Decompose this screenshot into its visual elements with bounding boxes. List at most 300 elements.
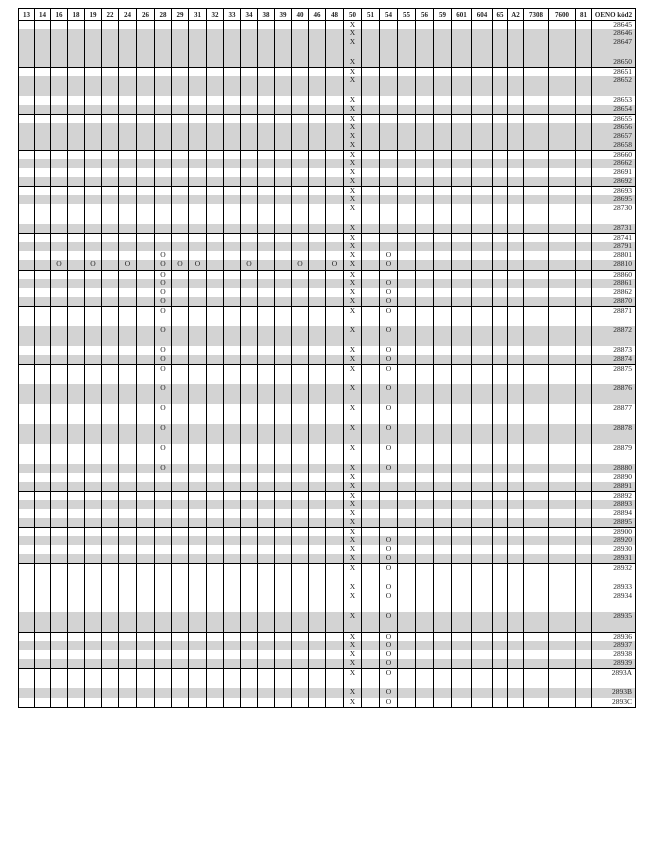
mark-cell <box>452 536 472 545</box>
mark-cell <box>275 346 292 355</box>
mark-cell <box>224 688 241 698</box>
mark-cell <box>19 518 35 527</box>
mark-cell <box>35 527 51 536</box>
mark-cell <box>275 509 292 518</box>
mark-cell <box>398 186 416 195</box>
mark-cell <box>362 141 380 150</box>
mark-cell <box>576 688 592 698</box>
mark-cell <box>258 186 275 195</box>
mark-cell <box>51 424 68 444</box>
mark-cell <box>189 509 207 518</box>
mark-cell <box>258 251 275 260</box>
mark-cell <box>362 132 380 141</box>
column-header: 13 <box>19 9 35 21</box>
mark-cell <box>241 58 258 67</box>
mark-cell <box>292 38 309 58</box>
mark-cell <box>68 168 85 177</box>
mark-cell <box>549 509 576 518</box>
mark-cell <box>189 583 207 592</box>
mark-cell <box>493 698 508 707</box>
mark-cell <box>241 29 258 38</box>
mark-cell <box>224 583 241 592</box>
mark-cell <box>326 326 344 346</box>
mark-cell <box>508 186 524 195</box>
mark-cell <box>416 159 434 168</box>
mark-cell <box>452 592 472 612</box>
mark-cell: O <box>241 260 258 270</box>
mark-cell <box>275 688 292 698</box>
mark-cell <box>416 186 434 195</box>
oeno-code-cell: 28692 <box>592 177 636 186</box>
mark-cell <box>576 76 592 96</box>
mark-cell <box>224 650 241 659</box>
mark-cell <box>380 76 398 96</box>
mark-cell <box>434 186 452 195</box>
mark-cell <box>309 279 326 288</box>
oeno-code-cell: 28860 <box>592 270 636 279</box>
mark-cell <box>472 233 493 242</box>
mark-cell <box>102 473 119 482</box>
mark-cell <box>119 306 137 326</box>
mark-cell <box>524 114 549 123</box>
mark-cell <box>275 491 292 500</box>
mark-cell <box>241 159 258 168</box>
mark-cell <box>119 491 137 500</box>
mark-cell <box>452 491 472 500</box>
mark-cell <box>380 195 398 204</box>
column-header: 7600 <box>549 9 576 21</box>
column-header: 29 <box>172 9 189 21</box>
mark-cell <box>398 279 416 288</box>
mark-cell <box>576 186 592 195</box>
mark-cell <box>524 105 549 114</box>
mark-cell <box>241 527 258 536</box>
mark-cell <box>275 29 292 38</box>
mark-cell <box>576 698 592 707</box>
mark-cell <box>207 632 224 641</box>
mark-cell <box>493 38 508 58</box>
mark-cell <box>362 536 380 545</box>
mark-cell <box>119 527 137 536</box>
mark-cell <box>416 518 434 527</box>
mark-cell <box>549 491 576 500</box>
mark-cell <box>524 279 549 288</box>
mark-cell <box>362 260 380 270</box>
mark-cell <box>137 297 155 306</box>
mark-cell <box>51 518 68 527</box>
mark-cell <box>35 177 51 186</box>
oeno-code-cell: 28810 <box>592 260 636 270</box>
mark-cell <box>434 641 452 650</box>
mark-cell <box>493 297 508 306</box>
mark-cell <box>576 168 592 177</box>
mark-cell <box>19 554 35 563</box>
table-row <box>19 58 636 67</box>
mark-cell <box>275 242 292 251</box>
mark-cell <box>416 688 434 698</box>
mark-cell <box>508 270 524 279</box>
mark-cell <box>309 641 326 650</box>
mark-cell <box>362 650 380 659</box>
mark-cell <box>35 659 51 668</box>
mark-cell <box>292 612 309 632</box>
mark-cell <box>119 159 137 168</box>
mark-cell <box>102 177 119 186</box>
mark-cell <box>68 105 85 114</box>
mark-cell <box>398 384 416 404</box>
oeno-code-cell: 28791 <box>592 242 636 251</box>
mark-cell <box>326 473 344 482</box>
oeno-code-cell: 28658 <box>592 141 636 150</box>
mark-cell <box>137 76 155 96</box>
mark-cell <box>68 242 85 251</box>
mark-cell <box>35 404 51 424</box>
mark-cell <box>119 688 137 698</box>
mark-cell <box>241 500 258 509</box>
mark-cell <box>508 260 524 270</box>
mark-cell <box>102 346 119 355</box>
mark-cell <box>472 326 493 346</box>
mark-cell <box>189 186 207 195</box>
mark-cell <box>224 424 241 444</box>
mark-cell <box>155 114 172 123</box>
mark-cell <box>493 132 508 141</box>
mark-cell <box>189 242 207 251</box>
mark-cell <box>35 270 51 279</box>
mark-cell <box>452 384 472 404</box>
mark-cell <box>493 346 508 355</box>
mark-cell <box>362 288 380 297</box>
mark-cell <box>172 21 189 30</box>
mark-cell <box>524 632 549 641</box>
mark-cell <box>416 260 434 270</box>
mark-cell <box>416 482 434 491</box>
mark-cell <box>275 527 292 536</box>
mark-cell <box>398 509 416 518</box>
mark-cell <box>309 177 326 186</box>
mark-cell <box>326 159 344 168</box>
mark-cell <box>189 270 207 279</box>
mark-cell <box>137 491 155 500</box>
mark-cell <box>549 38 576 58</box>
mark-cell <box>68 76 85 96</box>
mark-cell <box>241 233 258 242</box>
table-row <box>19 500 636 509</box>
mark-cell <box>493 224 508 233</box>
mark-cell <box>19 195 35 204</box>
mark-cell <box>452 518 472 527</box>
oeno-code-cell: 28801 <box>592 251 636 260</box>
mark-cell <box>275 612 292 632</box>
mark-cell <box>472 204 493 224</box>
oeno-code-cell: 28878 <box>592 424 636 444</box>
mark-cell <box>19 473 35 482</box>
mark-cell <box>508 563 524 583</box>
mark-cell <box>508 96 524 105</box>
mark-cell <box>51 270 68 279</box>
oeno-code-cell: 28873 <box>592 346 636 355</box>
mark-cell <box>189 96 207 105</box>
mark-cell <box>434 659 452 668</box>
column-header: 38 <box>258 9 275 21</box>
mark-cell: X <box>344 668 362 688</box>
mark-cell <box>309 668 326 688</box>
mark-cell <box>137 518 155 527</box>
mark-cell: O <box>380 384 398 404</box>
mark-cell <box>172 464 189 473</box>
mark-cell <box>434 260 452 270</box>
oeno-code-cell: 28893 <box>592 500 636 509</box>
mark-cell <box>51 177 68 186</box>
mark-cell <box>102 424 119 444</box>
mark-cell <box>380 473 398 482</box>
mark-cell <box>137 29 155 38</box>
mark-cell <box>35 364 51 384</box>
mark-cell <box>51 563 68 583</box>
mark-cell <box>524 251 549 260</box>
table-row <box>19 545 636 554</box>
mark-cell <box>224 500 241 509</box>
mark-cell <box>68 509 85 518</box>
mark-cell <box>224 150 241 159</box>
mark-cell <box>508 554 524 563</box>
mark-cell <box>326 132 344 141</box>
mark-cell <box>398 612 416 632</box>
mark-cell <box>119 698 137 707</box>
mark-cell <box>155 58 172 67</box>
mark-cell <box>19 224 35 233</box>
mark-cell <box>362 123 380 132</box>
mark-cell <box>189 29 207 38</box>
mark-cell <box>508 168 524 177</box>
mark-cell <box>102 491 119 500</box>
mark-cell <box>380 123 398 132</box>
column-header: 26 <box>137 9 155 21</box>
mark-cell <box>292 58 309 67</box>
mark-cell <box>292 132 309 141</box>
mark-cell <box>292 632 309 641</box>
mark-cell <box>137 563 155 583</box>
mark-cell <box>172 364 189 384</box>
mark-cell <box>119 482 137 491</box>
column-header: 22 <box>102 9 119 21</box>
table-row <box>19 168 636 177</box>
mark-cell: O <box>380 688 398 698</box>
mark-cell <box>137 306 155 326</box>
mark-cell <box>241 482 258 491</box>
mark-cell <box>576 270 592 279</box>
mark-cell <box>207 464 224 473</box>
mark-cell <box>472 132 493 141</box>
mark-cell <box>362 306 380 326</box>
mark-cell <box>119 96 137 105</box>
mark-cell <box>275 536 292 545</box>
mark-cell <box>137 21 155 30</box>
mark-cell <box>137 632 155 641</box>
mark-cell <box>155 132 172 141</box>
mark-cell <box>434 444 452 464</box>
table-row <box>19 132 636 141</box>
mark-cell <box>508 473 524 482</box>
mark-cell <box>51 233 68 242</box>
table-row <box>19 592 636 612</box>
mark-cell <box>292 270 309 279</box>
mark-cell <box>68 141 85 150</box>
mark-cell <box>102 306 119 326</box>
mark-cell <box>524 204 549 224</box>
mark-cell <box>398 326 416 346</box>
mark-cell <box>576 668 592 688</box>
mark-cell <box>362 159 380 168</box>
mark-cell <box>309 698 326 707</box>
mark-cell: O <box>380 668 398 688</box>
mark-cell <box>224 464 241 473</box>
mark-cell <box>472 21 493 30</box>
mark-cell <box>119 346 137 355</box>
mark-cell <box>189 491 207 500</box>
mark-cell <box>224 186 241 195</box>
mark-cell <box>258 150 275 159</box>
mark-cell <box>472 186 493 195</box>
mark-cell <box>508 141 524 150</box>
mark-cell <box>102 132 119 141</box>
mark-cell <box>549 364 576 384</box>
mark-cell <box>51 491 68 500</box>
oeno-code-cell: 28645 <box>592 21 636 30</box>
table-row <box>19 384 636 404</box>
mark-cell <box>326 297 344 306</box>
mark-cell <box>524 592 549 612</box>
mark-cell <box>189 527 207 536</box>
mark-cell <box>292 114 309 123</box>
mark-cell <box>19 306 35 326</box>
mark-cell <box>326 96 344 105</box>
mark-cell <box>207 150 224 159</box>
mark-cell <box>155 96 172 105</box>
mark-cell <box>326 518 344 527</box>
mark-cell <box>576 473 592 482</box>
mark-cell <box>155 592 172 612</box>
mark-cell <box>434 612 452 632</box>
mark-cell <box>19 612 35 632</box>
mark-cell <box>434 509 452 518</box>
mark-cell <box>85 527 102 536</box>
mark-cell <box>524 159 549 168</box>
mark-cell <box>51 384 68 404</box>
mark-cell <box>416 563 434 583</box>
mark-cell <box>241 177 258 186</box>
mark-cell <box>35 224 51 233</box>
mark-cell <box>309 688 326 698</box>
mark-cell <box>172 612 189 632</box>
mark-cell <box>119 76 137 96</box>
mark-cell: O <box>380 612 398 632</box>
mark-cell <box>493 233 508 242</box>
mark-cell <box>119 612 137 632</box>
mark-cell <box>35 612 51 632</box>
mark-cell <box>309 500 326 509</box>
mark-cell <box>309 554 326 563</box>
mark-cell <box>68 177 85 186</box>
mark-cell <box>137 141 155 150</box>
mark-cell <box>85 233 102 242</box>
mark-cell <box>275 58 292 67</box>
mark-cell <box>68 29 85 38</box>
mark-cell <box>524 38 549 58</box>
mark-cell <box>326 105 344 114</box>
mark-cell <box>380 482 398 491</box>
mark-cell <box>189 233 207 242</box>
mark-cell <box>68 632 85 641</box>
mark-cell <box>19 698 35 707</box>
table-row <box>19 641 636 650</box>
mark-cell <box>309 67 326 76</box>
mark-cell <box>102 159 119 168</box>
mark-cell <box>434 563 452 583</box>
mark-cell <box>326 592 344 612</box>
mark-cell <box>258 105 275 114</box>
table-body <box>19 21 636 708</box>
mark-cell <box>292 592 309 612</box>
mark-cell <box>189 384 207 404</box>
mark-cell <box>258 306 275 326</box>
mark-cell: O <box>51 260 68 270</box>
mark-cell <box>493 355 508 364</box>
mark-cell <box>102 527 119 536</box>
mark-cell <box>102 96 119 105</box>
mark-cell <box>508 58 524 67</box>
mark-cell <box>524 132 549 141</box>
mark-cell <box>524 326 549 346</box>
mark-cell <box>258 242 275 251</box>
mark-cell <box>434 650 452 659</box>
mark-cell <box>398 123 416 132</box>
mark-cell <box>472 76 493 96</box>
mark-cell <box>309 21 326 30</box>
mark-cell <box>258 491 275 500</box>
mark-cell <box>452 509 472 518</box>
mark-cell <box>207 105 224 114</box>
mark-cell <box>292 288 309 297</box>
mark-cell <box>85 105 102 114</box>
mark-cell <box>576 583 592 592</box>
mark-cell <box>326 668 344 688</box>
mark-cell <box>576 224 592 233</box>
mark-cell <box>68 346 85 355</box>
mark-cell <box>275 186 292 195</box>
mark-cell <box>68 58 85 67</box>
mark-cell <box>19 288 35 297</box>
mark-cell <box>275 364 292 384</box>
mark-cell <box>172 698 189 707</box>
mark-cell <box>224 114 241 123</box>
mark-cell <box>137 527 155 536</box>
mark-cell <box>416 500 434 509</box>
mark-cell: O <box>380 355 398 364</box>
mark-cell <box>35 21 51 30</box>
mark-cell <box>472 641 493 650</box>
mark-cell: X <box>344 536 362 545</box>
mark-cell <box>137 536 155 545</box>
mark-cell <box>275 21 292 30</box>
mark-cell <box>576 306 592 326</box>
mark-cell <box>102 659 119 668</box>
mark-cell <box>472 306 493 326</box>
mark-cell <box>258 518 275 527</box>
oeno-code-cell: 28895 <box>592 518 636 527</box>
mark-cell <box>576 518 592 527</box>
mark-cell <box>508 482 524 491</box>
